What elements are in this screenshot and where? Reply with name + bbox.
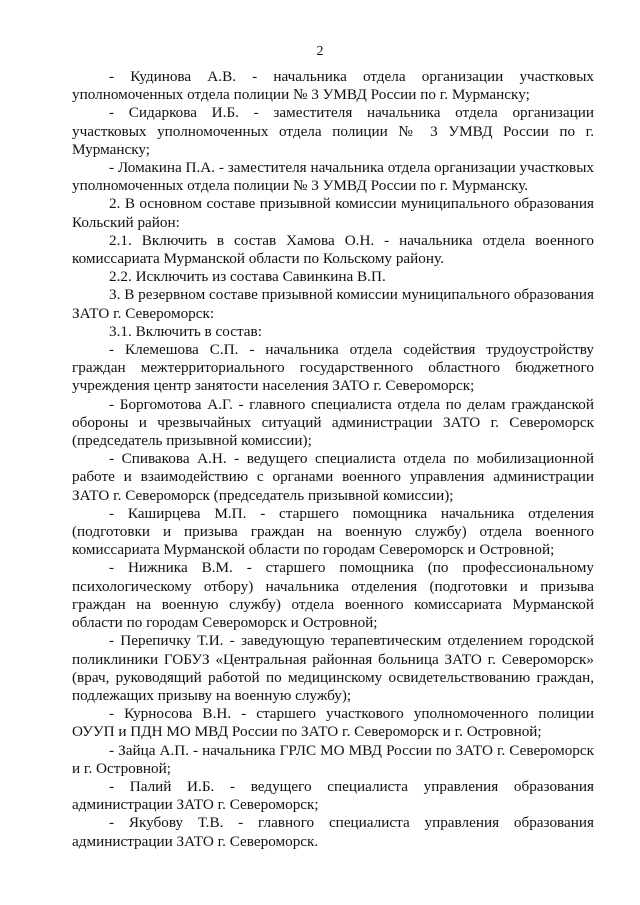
list-item-paliy: - Палий И.Б. - ведущего специалиста управления образования администрации ЗАТО г. Североморск;	[72, 777, 594, 814]
page-number: 2	[316, 44, 324, 59]
clause-2-1: 2.1. Включить в состав Хамова О.Н. - начальника отдела военного комиссариата Мурманской области по Кольскому району.	[72, 231, 594, 268]
list-item-sidarkova: - Сидаркова И.Б. - заместителя начальника отдела организации участковых уполномоченных отдела полиции № 3 УМВД России по г. Мурманску;	[72, 104, 594, 158]
list-item-zayca: - Зайца А.П. - начальника ГРЛС МО МВД России по ЗАТО г. Североморск и г. Островной;	[72, 741, 594, 777]
document-body	[72, 68, 594, 851]
section-2-heading: 2. В основном составе призывной комиссии муниципального образования Кольский район:	[72, 195, 594, 231]
list-item-spivakova: - Спивакова А.Н. - ведущего специалиста отдела по мобилизационной работе и взаимодействию с органами военного управления администрации ЗАТО г. Североморск (председатель призывной комиссии);	[72, 450, 594, 504]
list-item-perepichku: - Перепичку Т.И. - заведующую терапевтическим отделением городской поликлиники ГОБУЗ «Центральная районная больница ЗАТО г. Североморск» (врач, руководящий работой по медицинскому освидетельствованию граждан, подлежащих призыву на военную службу);	[72, 632, 594, 704]
list-item-klemeshova: - Клемешова С.П. - начальника отдела содействия трудоустройству граждан межтерриториального государственного областного бюджетного учреждения центр занятости населения ЗАТО г. Североморск;	[72, 341, 594, 395]
list-item-borgomotova: - Боргомотова А.Г. - главного специалиста отдела по делам гражданской обороны и чрезвычайных ситуаций администрации ЗАТО г. Североморск (председатель призывной комиссии);	[72, 395, 594, 450]
clause-3-1: 3.1. Включить в состав:	[109, 322, 262, 340]
list-item-kashirceva: - Каширцева М.П. - старшего помощника начальника отделения (подготовки и призыва граждан на военную службу) отдела военного комиссариата Мурманской области по городам Североморск и Островной;	[72, 504, 594, 559]
section-3-heading: 3. В резервном составе призывной комиссии муниципального образования ЗАТО г. Североморск:	[72, 286, 594, 322]
clause-2-2: 2.2. Исключить из состава Савинкина В.П.	[109, 268, 386, 286]
list-item-kudinova: - Кудинова А.В. - начальника отдела организации участковых уполномоченных отдела полиции № 3 УМВД России по г. Мурманску;	[72, 68, 594, 104]
list-item-kurnosova: - Курносова В.Н. - старшего участкового уполномоченного полиции ОУУП и ПДН МО МВД России по ЗАТО г. Североморск и г. Островной;	[72, 705, 594, 741]
list-item-yakubova: - Якубову Т.В. - главного специалиста управления образования администрации ЗАТО г. Североморск.	[72, 814, 594, 850]
list-item-nizhnika: - Нижника В.М. - старшего помощника (по профессиональному психологическому отбору) начальника отделения (подготовки и призыва граждан на военную службу) отдела военного комиссариата Мурманской области по городам Североморск и Островной;	[72, 559, 594, 632]
list-item-lomakina: - Ломакина П.А. - заместителя начальника отдела организации участковых уполномоченных отдела полиции № 3 УМВД России по г. Мурманску.	[72, 159, 594, 195]
